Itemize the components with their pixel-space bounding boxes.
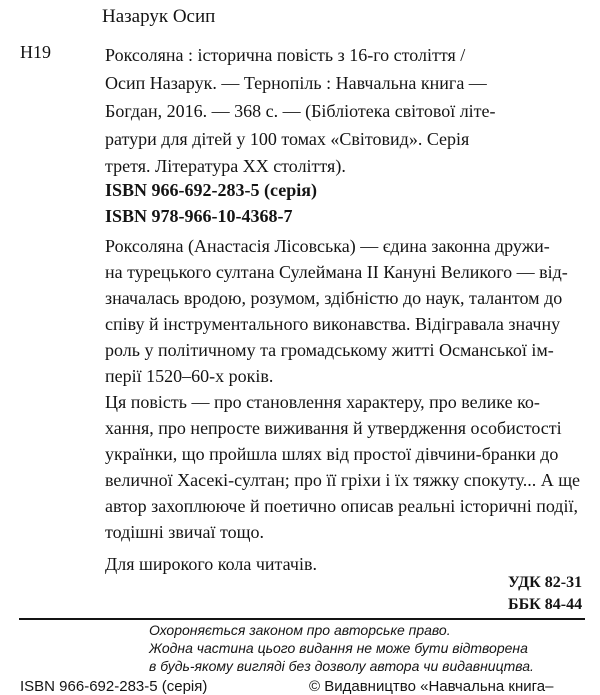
bibliographic-line: ратури для дітей у 100 томах «Світовид». Серія bbox=[105, 129, 470, 149]
annotation-line: хання, про непросте виживання й утвердження особистості bbox=[105, 418, 562, 438]
classification-code: Н19 bbox=[20, 42, 51, 62]
bibliographic-line: Роксоляна : історична повість з 16-го століття / bbox=[105, 45, 466, 65]
divider-rule bbox=[19, 618, 585, 620]
copyright-notice-line: Жодна частина цього видання не може бути відтворена bbox=[149, 640, 528, 656]
annotation-line: Ця повість — про становлення характеру, про велике ко- bbox=[105, 392, 540, 412]
bibliographic-line: третя. Література XX століття). bbox=[105, 156, 346, 176]
annotation-line: Роксоляна (Анастасія Лісовська) — єдина законна дружи- bbox=[105, 236, 550, 256]
annotation-line: автор захоплююче й поетично описав реальні історичні події, bbox=[105, 496, 578, 516]
annotation-line: перії 1520–60-х років. bbox=[105, 366, 274, 386]
annotation-line: тодішні звичаї тощо. bbox=[105, 522, 265, 542]
bbk-index: ББК 84-44 bbox=[508, 596, 583, 613]
publisher-copyright-line: © Видавництво «Навчальна книга– bbox=[309, 678, 554, 695]
bottom-isbn-series: ISBN 966-692-283-5 (серія) bbox=[20, 678, 208, 695]
annotation-line: роль у політичному та громадському житті Османської ім- bbox=[105, 340, 554, 360]
udk-index: УДК 82-31 bbox=[508, 574, 583, 591]
annotation-line: величної Хасекі-султан; про її гріхи і їх тяжку спокуту... А ще bbox=[105, 470, 581, 490]
copyright-notice-line: в будь-якому вигляді без дозволу автора чи видавництва. bbox=[149, 658, 534, 674]
annotation-line: значалась вродою, розумом, здібністю до наук, талантом до bbox=[105, 288, 563, 308]
bibliographic-line: Осип Назарук. — Тернопіль : Навчальна книга — bbox=[105, 73, 487, 93]
audience-note: Для широкого кола читачів. bbox=[105, 554, 317, 574]
bibliographic-line: Богдан, 2016. — 368 с. — (Бібліотека світової літе- bbox=[105, 101, 496, 121]
copyright-notice-line: Охороняється законом про авторське право. bbox=[149, 622, 451, 638]
annotation-line: співу й інструментального виконавства. Відігравала значну bbox=[105, 314, 561, 334]
author-heading: Назарук Осип bbox=[102, 6, 216, 27]
annotation-line: на турецького султана Сулеймана II Кануні Великого — від- bbox=[105, 262, 568, 282]
annotation-line: українки, що пройшла шлях від простої дівчини-бранки до bbox=[105, 444, 559, 464]
isbn-book: ISBN 978-966-10-4368-7 bbox=[105, 206, 293, 226]
isbn-series: ISBN 966-692-283-5 (серія) bbox=[105, 180, 317, 200]
